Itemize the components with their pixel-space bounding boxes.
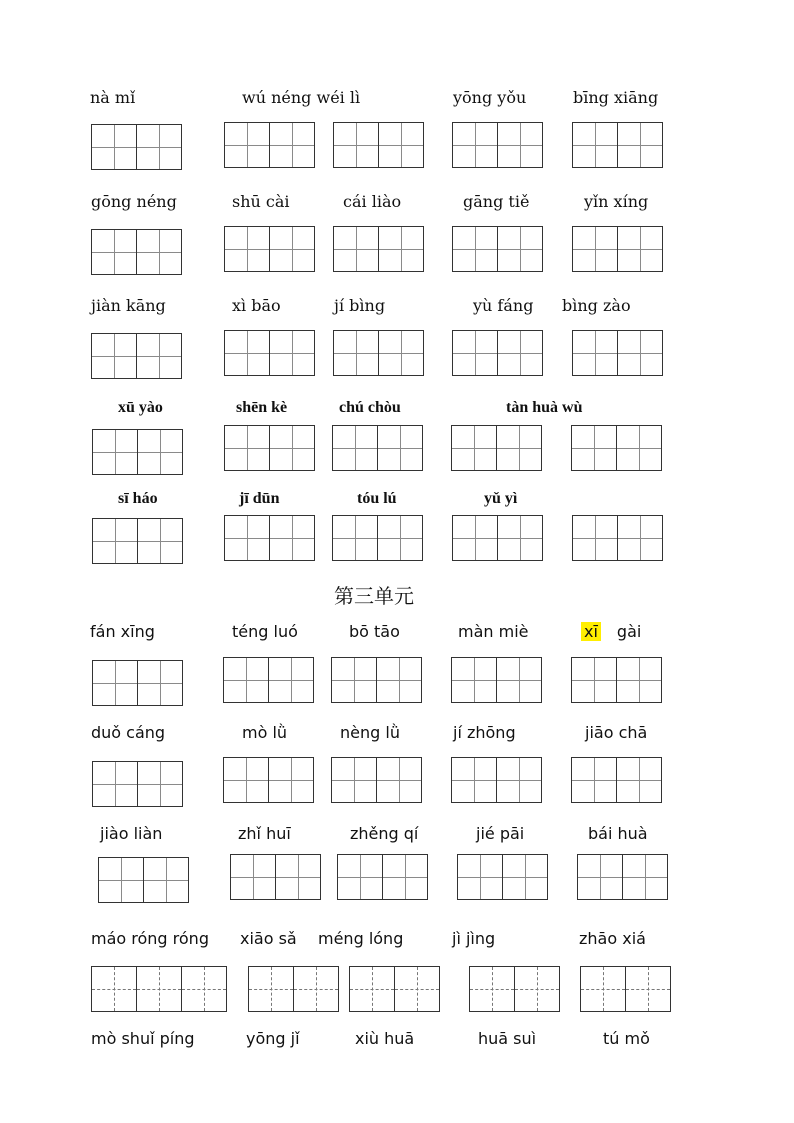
pinyin-label: jiāo chā [585,723,648,742]
pinyin-label: bìng zào [562,296,631,315]
pinyin-label: zhǐ huī [238,824,291,843]
tianzige-box[interactable] [452,226,543,272]
tianzige-box[interactable] [92,518,183,564]
pinyin-label: máo róng róng [91,929,209,948]
pinyin-label: yǔ yì [484,490,518,507]
tianzige-box-dashed[interactable] [248,966,339,1012]
pinyin-label: shēn kè [236,399,288,416]
pinyin-label: mò lǜ [242,723,288,742]
tianzige-box-dashed[interactable] [580,966,671,1012]
pinyin-label: jiàn kāng [91,296,166,315]
pinyin-label: jí bìng [334,296,386,315]
tianzige-box[interactable] [577,854,668,900]
tianzige-box[interactable] [457,854,548,900]
tianzige-box[interactable] [224,330,315,376]
pinyin-label: jié pāi [476,824,525,843]
pinyin-label: bīng xiāng [573,88,659,107]
tianzige-box[interactable] [452,515,543,561]
tianzige-box[interactable] [572,122,663,168]
tianzige-box[interactable] [230,854,321,900]
tianzige-box[interactable] [572,330,663,376]
pinyin-label: sī háo [118,490,158,507]
pinyin-label: téng luó [232,622,298,641]
tianzige-box[interactable] [333,122,424,168]
tianzige-box[interactable] [452,122,543,168]
pinyin-label: xū yào [118,399,163,416]
tianzige-box[interactable] [92,429,183,475]
tianzige-box[interactable] [571,425,662,471]
pinyin-label: tóu lú [357,490,397,507]
pinyin-label: cái liào [343,192,402,211]
tianzige-box[interactable] [451,425,542,471]
pinyin-label: nèng lǜ [340,723,400,742]
tianzige-box[interactable] [91,333,182,379]
tianzige-box-dashed[interactable] [349,966,440,1012]
pinyin-label: nà mǐ [90,88,136,107]
tianzige-box[interactable] [333,226,424,272]
tianzige-box[interactable] [331,657,422,703]
tianzige-box[interactable] [91,124,182,170]
tianzige-box-dashed[interactable] [469,966,560,1012]
pinyin-label: màn miè [458,622,529,641]
tianzige-box[interactable] [332,425,423,471]
pinyin-label: yù fáng [473,296,534,315]
tianzige-box[interactable] [572,226,663,272]
tianzige-box[interactable] [98,857,189,903]
pinyin-label: fán xīng [90,622,155,641]
pinyin-label: yǐn xíng [584,192,649,211]
tianzige-box[interactable] [92,660,183,706]
tianzige-box[interactable] [333,330,424,376]
pinyin-label: xì bāo [232,296,281,315]
pinyin-label: shū cài [232,192,290,211]
pinyin-label: duǒ cáng [91,723,166,742]
pinyin-label: zhěng qí [350,824,419,843]
tianzige-box[interactable] [337,854,428,900]
pinyin-label: jí zhōng [453,723,516,742]
pinyin-label: huā suì [478,1029,537,1048]
pinyin-label: yōng jǐ [246,1029,300,1048]
pinyin-label: yōng yǒu [453,88,527,107]
pinyin-label: tú mǒ [603,1029,650,1048]
tianzige-box[interactable] [571,657,662,703]
tianzige-box[interactable] [224,515,315,561]
tianzige-box[interactable] [571,757,662,803]
tianzige-box[interactable] [572,515,663,561]
pinyin-label: wú néng wéi lì [242,88,361,107]
pinyin-label: méng lóng [318,929,404,948]
tianzige-box[interactable] [224,122,315,168]
pinyin-label: chú chòu [339,399,401,416]
tianzige-box[interactable] [452,330,543,376]
pinyin-syllable: gài [616,622,642,641]
section-title: 第三单元 [334,584,414,608]
pinyin-label: tàn huà wù [506,399,583,416]
pinyin-label: mò shuǐ píng [91,1029,195,1048]
pinyin-label: xiù huā [355,1029,415,1048]
pinyin-label: gōng néng [91,192,177,211]
tianzige-box[interactable] [223,657,314,703]
pinyin-label [581,622,641,642]
tianzige-box[interactable] [224,425,315,471]
tianzige-box[interactable] [451,657,542,703]
tianzige-box[interactable] [332,515,423,561]
tianzige-box[interactable] [331,757,422,803]
pinyin-label: zhāo xiá [579,929,646,948]
pinyin-label: gāng tiě [463,192,530,211]
tianzige-box-dashed[interactable] [91,966,227,1012]
pinyin-label: bái huà [588,824,648,843]
tianzige-box[interactable] [91,229,182,275]
pinyin-label: jiào liàn [100,824,163,843]
tianzige-box[interactable] [223,757,314,803]
tianzige-box[interactable] [224,226,315,272]
tianzige-box[interactable] [92,761,183,807]
tianzige-box[interactable] [451,757,542,803]
pinyin-label: xiāo sǎ [240,929,297,948]
pinyin-label: jì jìng [452,929,496,948]
highlighted-syllable: xī [581,622,601,641]
pinyin-label: jī dūn [239,490,280,507]
pinyin-label: bō tāo [349,622,400,641]
